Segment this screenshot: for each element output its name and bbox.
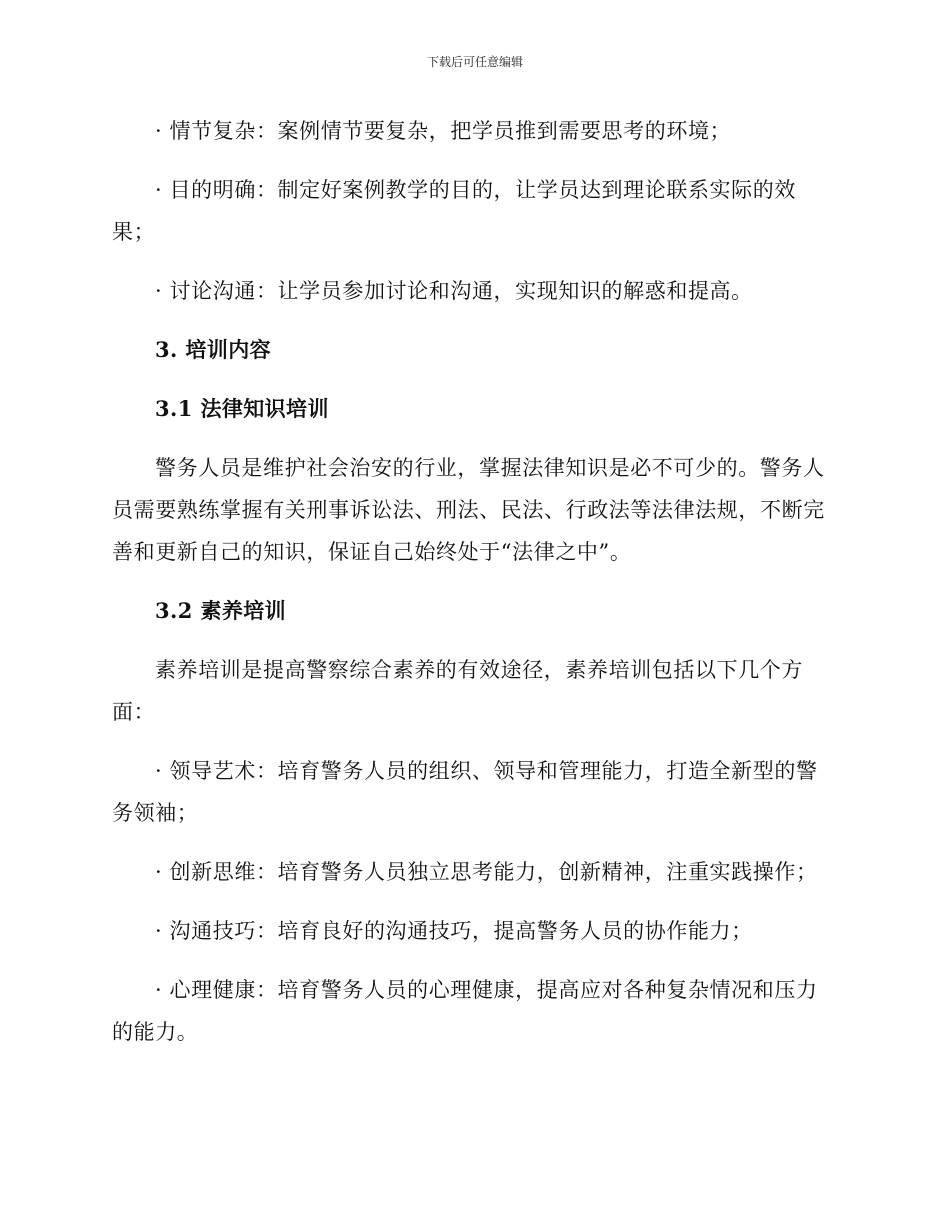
paragraph-quality-training: 素养培训是提高警察综合素养的有效途径，素养培训包括以下几个方面： [112,658,803,724]
bullet-leadership: · 领导艺术：培育警务人员的组织、领导和管理能力，打造全新型的警务领袖； [112,759,818,825]
paragraph-legal-training: 警务人员是维护社会治安的行业，掌握法律知识是必不可少的。警务人员需要熟练掌握有关刑事诉讼法、刑法、民法、行政法等法律法规，不断完善和更新自己的知识，保证自己始终处于“法律之中”。 [112,456,825,564]
bullet-communication: · 沟通技巧：培育良好的沟通技巧，提高警务人员的协作能力； [155,919,753,943]
bullet-plot-complex: · 情节复杂：案例情节要复杂，把学员推到需要思考的环境； [155,119,732,143]
subsection-heading-quality-training: 3.2 素养培训 [155,598,287,623]
section-heading-training-content: 3. 培训内容 [155,337,272,362]
bullet-discussion: · 讨论沟通：让学员参加讨论和沟通，实现知识的解惑和提高。 [155,279,753,303]
bullet-mental-health: · 心理健康：培育警务人员的心理健康，提高应对各种复杂情况和压力的能力。 [112,978,818,1044]
bullet-innovation: · 创新思维：培育警务人员独立思考能力，创新精神，注重实践操作； [155,860,818,884]
bullet-clear-purpose: · 目的明确：制定好案例教学的目的，让学员达到理论联系实际的效果； [112,178,796,244]
document-body [112,110,832,1070]
page-header: 下载后可任意编辑 [426,55,523,69]
subsection-heading-legal-training: 3.1 法律知识培训 [155,396,329,421]
